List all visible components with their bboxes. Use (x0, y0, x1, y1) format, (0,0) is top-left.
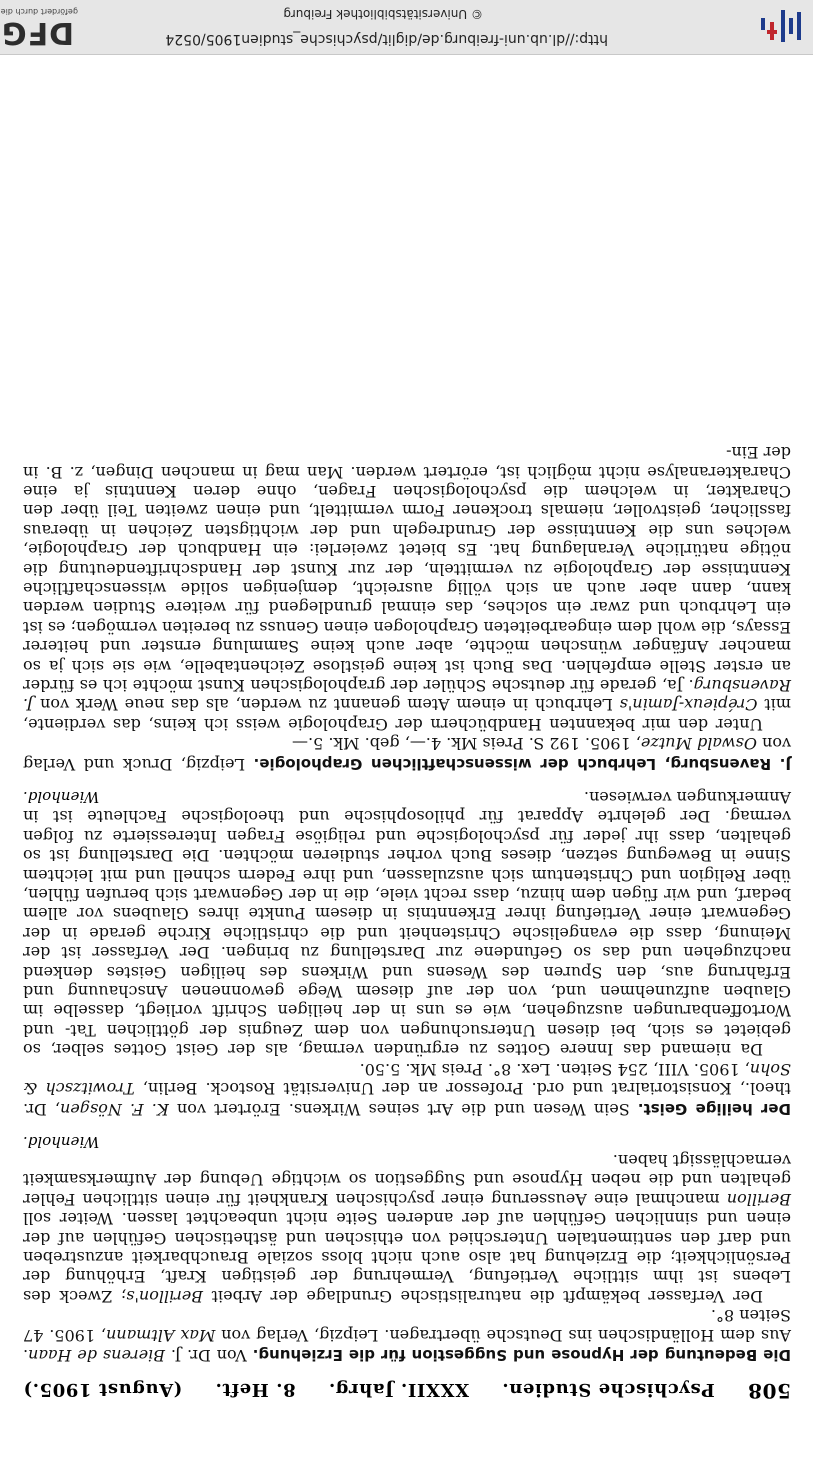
cited-name: J. Ravensburg (23, 676, 791, 715)
body-text: Der Verfasser bekämpft die naturalistische Grundlage der Arbeit (203, 1286, 763, 1306)
author-name: K. F. Nösgen (60, 1099, 169, 1119)
review-heilige-geist (23, 788, 791, 1119)
citation-text: . Aus dem Holländischen ins Deutsche übertragen. Leipzig, Verlag von (23, 1325, 791, 1365)
review-graphologie (23, 443, 791, 774)
dfg-subtitle: gefördert durch die (0, 7, 78, 16)
review-body (23, 443, 791, 734)
cited-name: Berillon (726, 1189, 791, 1209)
university-logo-icon[interactable] (759, 8, 805, 44)
review-body (23, 1151, 791, 1306)
review-body: Da niemand das Innere Gottes zu ergründen vermag, als der Geist Gottes selber, so gebietet es sich, bei diesen Untersuchungen von dem Zeugnis der göttlichen Tat- und Wortoffenbarungen auszugehen, wie es uns in der heiligen Schrift vorliegt, dasselbe im Glauben aufzunehmen und, von der auf diesem Wege gewonnenen Anschauung und Erfahrung aus, den Spuren des Wesens und Wirkens des heiligen Geistes denkend nachzugehen und das so Gefundene zur Darstellung zu bringen. Der Verfasser ist der Meinung, dass die evangelische Christenheit und die christliche Kirche gerade in der Gegenwart einer Vertiefung ihrer Erkenntnis in diesem Punkte ihres Glaubens vor allem bedarf, und wir fügen dem hinzu, dass recht viele, die in der Gegenwart sich berufen fühlen, über Religion und Christentum sich auszulassen, und ihre Federn schnell und mit leichtem Sinne in Bewegung setzen, dieses Buch vorher studieren möchten. Die Darstellung ist so gehalten, dass ihr jeder für psychologische und religiöse Fragen Interessierte zu folgen vermag. Der gelehrte Apparat für philosophische und theologische Fachleute ist in Anmerkungen verwiesen. (23, 788, 791, 1060)
running-header (23, 1379, 791, 1403)
body-text: . Ja, gerade für deutsche Schüler der graphologischen Kunst möchte ich es fürder an erster Stelle empfehlen. Das Buch ist keine geistlose Zeichentabelle, wie sie sich ja so mancher Anfänger wünschen möchte, aber auch keine Sammlung ernster und heiterer Essays, die wohl dem eingearbeiteten Graphologen einen Genuss zu bereiten vermögen; es ist ein Lehrbuch und zwar ein solches, das einmal grundlegend für weitere Studien werden kann, dann aber auch an sich völlig ausreicht, demjenigen solide wissenschaftliche Kenntnisse der Graphologie zu vermitteln, der zur Kunst der Handschriftendeutung die nötige natürliche Veranlagung hat. Es bietet zweierlei: ein Handbuch der Graphologie, welches uns die Kenntnisse der Grundregeln und der wichtigsten Zeichen in überaus fasslicher, geistvoller, niemals trockener Form vermittelt, und einen zweiten Teil über den Charakter, in welchem die psychologischen Fragen, ohne deren Kenntnis ja eine Charakteranalyse nicht möglich ist, erörtert werden. Man mag in manchen Dingen, z. B. in der Ein- (23, 443, 791, 695)
citation-text: Von Dr. J. (164, 1346, 253, 1365)
review-title: Die Bedeutung der Hypnose und Suggestion für die Erziehung. (252, 1346, 791, 1364)
page-url-link[interactable]: http://dl.ub.uni-freiburg.de/diglit/psychische_studien1905/0524 (165, 31, 608, 47)
book-page (23, 443, 791, 1403)
journal-name: Psychische Studien. (501, 1379, 715, 1400)
review-title: Der heilige Geist. (637, 1099, 791, 1118)
review-citation (23, 734, 791, 774)
dfg-wordmark: DFG (0, 15, 74, 50)
issue-date: (August 1905.) (23, 1379, 183, 1400)
reviewer-signature: Wienhold. (23, 787, 100, 806)
reviewer-signature: Wienhold. (23, 1132, 100, 1151)
cited-name: Berillon's (126, 1286, 204, 1306)
review-citation (23, 1306, 791, 1365)
publisher-name: Max Altmann (106, 1325, 216, 1345)
citation-text: , 1905. 192 S. Preis Mk. 4.—, geb. Mk. 5.— (292, 734, 641, 754)
body-text: ; Zweck des Lebens ist ihm sittliche Vertiefung, Vermehrung der geistigen Kraft, Erhöhung der Persönlichkeit; die Erziehung hat also auch nicht bloss soziale Brauchbarkeit anzustreben und darf den sentimentalen Unterschied von ethischen und ästhetischen Gefühlen auf der einen und sinnlichen Gefühlen auf der anderen Seite nicht unbeachtet lassen. Weiter soll (22, 1209, 791, 1306)
body-text: Unter den mir bekannten Handbüchern der Graphologie weiss ich keins, das verdiente, mit (23, 695, 791, 734)
citation-text: , Dr. theol., Konsistorialrat und ord. Professor an der Universität Rostock. Berlin, (22, 1079, 791, 1119)
publisher-name: Trowitzsch & Sohn (22, 1059, 791, 1099)
citation-text: Leipzig, Druck und Verlag von (22, 734, 791, 774)
dfg-logo[interactable] (0, 2, 80, 50)
review-citation (23, 1059, 791, 1118)
review-hypnose (23, 1133, 791, 1365)
copyright-notice: © Universitätsbibliothek Freiburg (283, 7, 483, 21)
page-number: 508 (747, 1379, 791, 1403)
citation-text: Sein Wesen und die Art seines Wirkens. Erörtert von (168, 1099, 638, 1119)
body-text: manchmal eine Aeusserung einer psychischen Krankheit für einen sittlichen Fehler gehalten und die neben Hypnose und Suggestion so wichtige Uebung der Aufmerksamkeit vernachlässigt haben. (23, 1150, 791, 1209)
issue: 8. Heft. (214, 1379, 296, 1400)
body-text: Lehrbuch in einem Atem genannt zu werden, als das neue Werk von (33, 695, 620, 715)
publisher-name: Oswald Mutze (640, 734, 757, 754)
cited-name: Crépieux-Jamin's (619, 695, 758, 715)
citation-text: , 1905. VIII, 254 Seiten. Lex. 8°. Preis Mk. 5.50. (359, 1059, 750, 1079)
review-title: J. Ravensburg, Lehrbuch der wissenschaftlichen Graphologie. (253, 754, 791, 773)
digital-library-footer (0, 0, 813, 55)
citation-text: , 1905. 47 Seiten 8°. (23, 1306, 791, 1345)
author-name: Bierens de Haan (28, 1346, 165, 1365)
volume: XXXII. Jahrg. (328, 1379, 470, 1400)
